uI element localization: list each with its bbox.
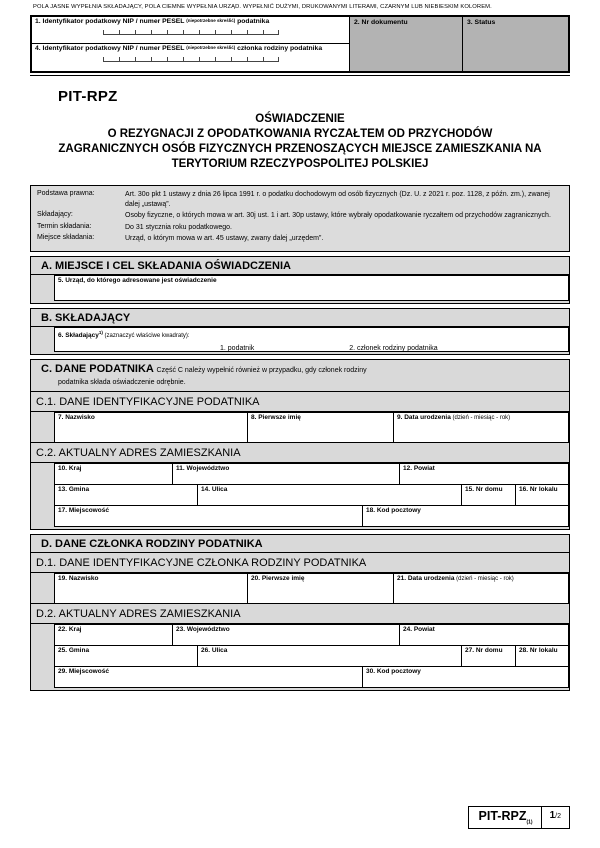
- field-24-label: 24. Powiat: [403, 625, 435, 633]
- legal-label: Termin składania:: [37, 222, 92, 230]
- status-field: 3. Status: [462, 17, 568, 71]
- footer-form-code: PIT-$RPZ_{(1)}$: [468, 806, 542, 829]
- field-14-ulica-input[interactable]: [197, 484, 462, 506]
- section-c-note: Część C należy wypełnić również w przypadku, gdy członek rodziny: [156, 366, 367, 374]
- nip-pesel-family-member-field[interactable]: [32, 44, 349, 71]
- field-28-nr-lokalu-input[interactable]: [515, 645, 569, 667]
- field-7-nazwisko-input[interactable]: [54, 412, 248, 443]
- field-13-gmina-input[interactable]: [54, 484, 198, 506]
- section-d-title: D. DANE CZŁONKA RODZINY PODATNIKA: [31, 535, 569, 553]
- section-b: [30, 308, 570, 355]
- identification-header: [30, 15, 570, 73]
- legal-row-miejsce: [37, 234, 563, 244]
- field-14-label: 14. Ulica: [201, 485, 228, 493]
- field-12-label: 12. Powiat: [403, 464, 435, 472]
- legal-label: Miejsce składania:: [37, 234, 95, 241]
- document-number-field: 2. Nr dokumentu: [349, 17, 462, 71]
- section-c1-title: C.1. DANE IDENTYFIKACYJNE PODATNIKA: [31, 392, 569, 412]
- legal-label: Podstawa prawna:: [37, 190, 95, 197]
- digit-tick-marks: [103, 57, 279, 62]
- field-30-label: 30. Kod pocztowy: [366, 667, 421, 675]
- field-10-kraj-input[interactable]: [54, 463, 173, 485]
- footer-form-variant: (1): [526, 819, 533, 826]
- field-29-miejscowosc-input[interactable]: [54, 666, 363, 688]
- form-title-line3: ZAGRANICZNYCH OSÓB FIZYCZNYCH PRZENOSZĄCYCH MIEJSCE ZAMIESZKANIA NA: [58, 143, 542, 155]
- field-5-label: 5. Urząd, do którego adresowane jest oświadczenie: [58, 276, 217, 284]
- section-c2-title: C.2. AKTUALNY ADRES ZAMIESZKANIA: [31, 442, 569, 463]
- field-9-label: 9. Data urodzenia (dzień - miesiąc - rok): [397, 413, 511, 421]
- field-27-label: 27. Nr domu: [465, 646, 503, 654]
- field-15-nr-domu-input[interactable]: [461, 484, 516, 506]
- section-d2-title: D.2. AKTUALNY ADRES ZAMIESZKANIA: [31, 603, 569, 624]
- field-8-imie-input[interactable]: [247, 412, 394, 443]
- field-7-label: 7. Nazwisko: [58, 413, 95, 421]
- field-15-label: 15. Nr domu: [465, 485, 503, 493]
- field-22-kraj-input[interactable]: [54, 624, 173, 646]
- field-26-label: 26. Ulica: [201, 646, 228, 654]
- fill-instruction: POLA JASNE WYPEŁNIA SKŁADAJĄCY, POLA CIEMNE WYPEŁNIA URZĄD. WYPEŁNIĆ DUŻYMI, DRUKOWANYMI LITERAMI, CZARNYM LUB NIEBIESKIM KOLOREM.: [33, 4, 492, 10]
- legal-label: Składający:: [37, 211, 73, 218]
- legal-text: Art. 30o pkt 1 ustawy z dnia 26 lipca 1991 r. o podatku dochodowym od osób fizycznych (Dz. U. z 2021 r. poz. 1128, z późn. zm.), zwanej dalej „ustawą”.: [125, 191, 550, 208]
- section-c: [30, 359, 570, 530]
- footer-page-number: 1/2: [542, 806, 570, 829]
- legal-row-podstawa: [37, 190, 563, 209]
- field-26-ulica-input[interactable]: [197, 645, 462, 667]
- field-16-nr-lokalu-input[interactable]: [515, 484, 569, 506]
- field-19-label: 19. Nazwisko: [58, 574, 99, 582]
- field-18-label: 18. Kod pocztowy: [366, 506, 421, 514]
- field-6-label: 6. Składający$^{1)}$ (zaznaczyć właściwe kwadraty):: [58, 329, 190, 339]
- field-9-data-urodzenia-input[interactable]: [393, 412, 569, 443]
- field-20-label: 20. Pierwsze imię: [251, 574, 305, 582]
- field-21-data-urodzenia-input[interactable]: [393, 573, 569, 604]
- legal-basis-box: [30, 185, 570, 252]
- field-8-label: 8. Pierwsze imię: [251, 413, 301, 421]
- page-footer: [468, 806, 570, 829]
- header-divider: [30, 75, 570, 76]
- legal-text: Urząd, o którym mowa w art. 45 ustawy, zwany dalej „urzędem”.: [125, 235, 324, 242]
- section-c-title: C. DANE PODATNIKA Część C należy wypełnić również w przypadku, gdy członek rodziny podatnika składa oświadczenie odrębnie.: [31, 360, 569, 392]
- digit-tick-marks: [103, 30, 279, 35]
- field-6-skladajacy-input[interactable]: [54, 327, 569, 352]
- legal-row-termin: [37, 223, 563, 233]
- field-5-urzad-input[interactable]: [54, 275, 569, 301]
- form-code-heading: PIT-RPZ: [58, 88, 118, 105]
- field-30-kod-pocztowy-input[interactable]: [362, 666, 569, 688]
- field-11-wojewodztwo-input[interactable]: [172, 463, 400, 485]
- field-24-powiat-input[interactable]: [399, 624, 569, 646]
- field-28-label: 28. Nr lokalu: [519, 646, 558, 654]
- field-22-label: 22. Kraj: [58, 625, 82, 633]
- legal-text: Do 31 stycznia roku podatkowego.: [125, 223, 233, 231]
- legal-text: Osoby fizyczne, o których mowa w art. 30j ust. 1 i art. 30p ustawy, które wybrały opodatkowanie ryczałtem od przychodów zagranicznych.: [125, 212, 551, 219]
- form-title: [30, 112, 570, 172]
- field-11-label: 11. Województwo: [176, 464, 230, 472]
- field-13-label: 13. Gmina: [58, 485, 90, 493]
- field-17-label: 17. Miejscowość: [58, 506, 109, 514]
- legal-row-skladajacy: [37, 211, 563, 221]
- nip-pesel-family-member-label: 4. Identyfikator podatkowy NIP / numer PESEL (niepotrzebne skreślić) członka rodziny podatnika: [35, 45, 323, 52]
- option-podatnik[interactable]: 1. podatnik: [220, 344, 255, 352]
- field-10-label: 10. Kraj: [58, 464, 82, 472]
- section-a: [30, 256, 570, 304]
- section-b-title: B. SKŁADAJĄCY: [31, 309, 569, 327]
- field-20-imie-input[interactable]: [247, 573, 394, 604]
- field-16-label: 16. Nr lokalu: [519, 485, 558, 493]
- field-17-miejscowosc-input[interactable]: [54, 505, 363, 527]
- form-title-line2: O REZYGNACJI Z OPODATKOWANIA RYCZAŁTEM OD PRZYCHODÓW: [107, 128, 493, 140]
- field-25-gmina-input[interactable]: [54, 645, 198, 667]
- form-title-line1: OŚWIADCZENIE: [255, 113, 345, 125]
- field-19-nazwisko-input[interactable]: [54, 573, 248, 604]
- field-21-label: 21. Data urodzenia (dzień - miesiąc - rok): [397, 574, 514, 582]
- field-18-kod-pocztowy-input[interactable]: [362, 505, 569, 527]
- field-29-label: 29. Miejscowość: [58, 667, 109, 675]
- section-d1-title: D.1. DANE IDENTYFIKACYJNE CZŁONKA RODZINY PODATNIKA: [31, 553, 569, 573]
- form-title-line4: TERYTORIUM RZECZYPOSPOLITEJ POLSKIEJ: [171, 158, 429, 170]
- section-d: [30, 534, 570, 691]
- field-23-wojewodztwo-input[interactable]: [172, 624, 400, 646]
- option-czlonek-rodziny[interactable]: 2. członek rodziny podatnika: [349, 344, 438, 352]
- nip-pesel-taxpayer-field[interactable]: [32, 17, 349, 44]
- field-25-label: 25. Gmina: [58, 646, 90, 654]
- field-12-powiat-input[interactable]: [399, 463, 569, 485]
- section-c-note2: podatnika składa oświadczenie odrębnie.: [58, 378, 186, 386]
- field-23-label: 23. Województwo: [176, 625, 230, 633]
- nip-pesel-taxpayer-label: 1. Identyfikator podatkowy NIP / numer PESEL (niepotrzebne skreślić) podatnika: [35, 18, 270, 25]
- field-27-nr-domu-input[interactable]: [461, 645, 516, 667]
- section-a-title: A. MIEJSCE I CEL SKŁADANIA OŚWIADCZENIA: [31, 257, 569, 275]
